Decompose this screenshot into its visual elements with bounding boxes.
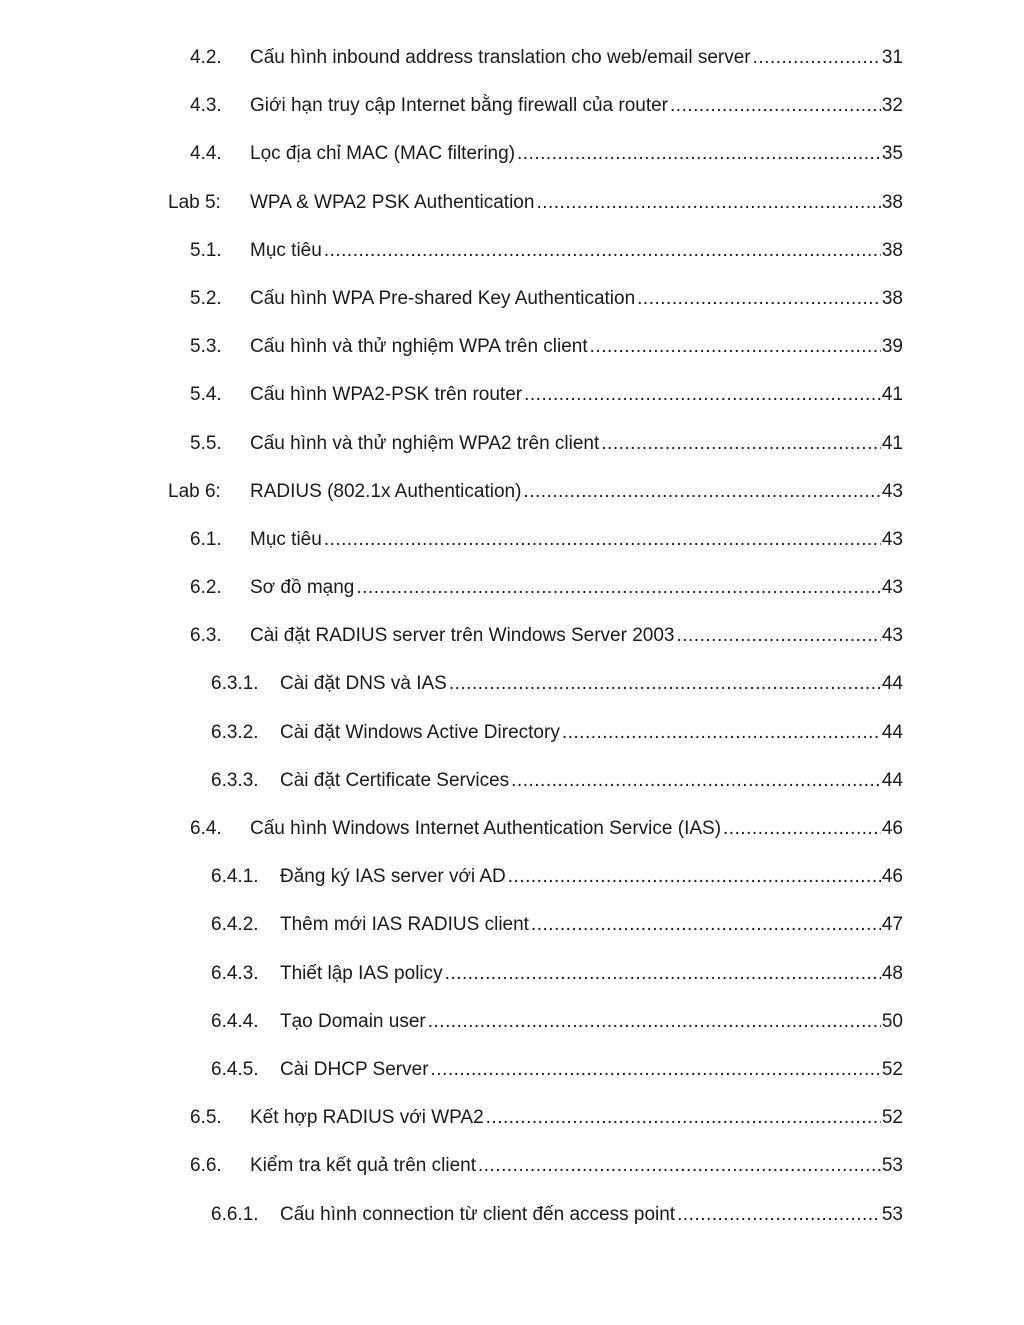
toc-entry[interactable] xyxy=(0,1142,1024,1190)
toc-entry[interactable] xyxy=(0,1191,1024,1239)
toc-entry-title: Cấu hình connection từ client đến access point xyxy=(280,1203,676,1225)
toc-entry-page: 44 xyxy=(881,769,903,791)
toc-entry[interactable] xyxy=(0,998,1024,1046)
toc-entry-line xyxy=(250,82,903,130)
toc-entry-number: 6.6. xyxy=(190,1155,222,1177)
toc-entry-number: 4.4. xyxy=(190,143,222,165)
toc-entry-number: 6.4.3. xyxy=(211,962,259,984)
toc-entry-number: 5.4. xyxy=(190,384,222,406)
dot-leader xyxy=(324,227,881,275)
dot-leader xyxy=(590,323,881,371)
toc-entry-title: Mục tiêu xyxy=(250,239,322,261)
toc-entry-page: 43 xyxy=(881,577,903,599)
toc-entry[interactable] xyxy=(0,853,1024,901)
dot-leader xyxy=(670,82,881,130)
toc-entry-title: Cài đặt DNS và IAS xyxy=(280,673,447,695)
toc-entry-page: 41 xyxy=(881,384,903,406)
toc-entry[interactable] xyxy=(0,82,1024,130)
dot-leader xyxy=(508,853,881,901)
toc-entry-page: 43 xyxy=(881,480,903,502)
dot-leader xyxy=(677,612,881,660)
toc-entry-title: Cài đặt RADIUS server trên Windows Server 2003 xyxy=(250,625,675,647)
toc-entry-page: 53 xyxy=(881,1155,903,1177)
toc-entry[interactable] xyxy=(0,34,1024,82)
dot-leader xyxy=(536,179,880,227)
toc-entry-title: Cấu hình inbound address translation cho web/email server xyxy=(250,47,751,68)
toc-entry-page: 44 xyxy=(881,721,903,743)
dot-leader xyxy=(431,1046,881,1094)
toc-entry-title: Lọc địa chỉ MAC (MAC filtering) xyxy=(250,143,516,165)
toc-entry[interactable] xyxy=(0,179,1024,227)
dot-leader xyxy=(356,564,881,612)
toc-entry[interactable] xyxy=(0,950,1024,998)
toc-entry-number: 6.1. xyxy=(190,528,222,550)
dot-leader xyxy=(517,130,881,178)
toc-entry-title: Tạo Domain user xyxy=(280,1010,426,1032)
toc-entry-number: 6.2. xyxy=(190,577,222,599)
toc-entry-page: 52 xyxy=(881,1058,903,1080)
toc-entry-number: 5.1. xyxy=(190,239,222,261)
toc-entry-number: 4.3. xyxy=(190,95,222,117)
dot-leader xyxy=(524,371,881,419)
dot-leader xyxy=(723,805,881,853)
toc-entry-page: 52 xyxy=(881,1107,903,1129)
toc-entry-page: 47 xyxy=(881,914,903,936)
toc-entry[interactable] xyxy=(0,709,1024,757)
toc-entry-line xyxy=(250,516,903,564)
toc-entry-title: Giới hạn truy cập Internet bằng firewall của router xyxy=(250,95,669,117)
toc-entry-title: Đăng ký IAS server với AD xyxy=(280,866,506,888)
dot-leader xyxy=(428,998,881,1046)
toc-entry[interactable] xyxy=(0,564,1024,612)
toc-entry-title: Kết hợp RADIUS với WPA2 xyxy=(250,1107,484,1129)
dot-leader xyxy=(677,1191,881,1239)
toc-entry-line xyxy=(250,34,903,82)
toc-entry-page: 46 xyxy=(881,866,903,888)
toc-entry-title: Cấu hình và thử nghiệm WPA trên client xyxy=(250,336,588,358)
dot-leader xyxy=(445,950,881,998)
toc-entry[interactable] xyxy=(0,757,1024,805)
toc-entry-line xyxy=(250,805,903,853)
toc-entry-title: Kiểm tra kết quả trên client xyxy=(250,1155,476,1177)
dot-leader xyxy=(753,34,881,82)
toc-entry-number: 4.2. xyxy=(190,47,222,68)
dot-leader xyxy=(601,420,881,468)
toc-entry-page: 38 xyxy=(881,287,903,309)
toc-entry-number: 6.6.1. xyxy=(211,1203,259,1225)
table-of-contents xyxy=(0,34,1024,1239)
toc-entry-number: Lab 5: xyxy=(168,191,221,213)
toc-entry[interactable] xyxy=(0,660,1024,708)
toc-entry-title: Thêm mới IAS RADIUS client xyxy=(280,914,529,936)
toc-entry[interactable] xyxy=(0,516,1024,564)
toc-entry-line xyxy=(280,1046,903,1094)
toc-entry-page: 48 xyxy=(881,962,903,984)
toc-entry[interactable] xyxy=(0,323,1024,371)
toc-entry-page: 32 xyxy=(881,95,903,117)
toc-entry-title: Mục tiêu xyxy=(250,528,322,550)
toc-entry-line xyxy=(280,709,903,757)
toc-entry-page: 44 xyxy=(881,673,903,695)
toc-entry-number: 6.4.1. xyxy=(211,866,259,888)
dot-leader xyxy=(637,275,881,323)
toc-entry-line xyxy=(280,901,903,949)
dot-leader xyxy=(531,901,881,949)
toc-entry-line xyxy=(250,564,903,612)
toc-entry-line xyxy=(280,660,903,708)
toc-entry-line xyxy=(280,1191,903,1239)
toc-entry-number: 6.3.1. xyxy=(211,673,259,695)
dot-leader xyxy=(478,1142,881,1190)
toc-entry[interactable] xyxy=(0,130,1024,178)
toc-entry[interactable] xyxy=(0,371,1024,419)
toc-entry-title: Cài đặt Windows Active Directory xyxy=(280,721,560,743)
toc-entry-page: 43 xyxy=(881,528,903,550)
toc-entry[interactable] xyxy=(0,420,1024,468)
toc-entry-page: 43 xyxy=(881,625,903,647)
toc-entry-line xyxy=(250,612,903,660)
toc-entry-number: 6.5. xyxy=(190,1107,222,1129)
toc-entry-number: 5.2. xyxy=(190,287,222,309)
toc-entry[interactable] xyxy=(0,805,1024,853)
toc-entry-line xyxy=(280,950,903,998)
toc-entry-number: 6.4.5. xyxy=(211,1058,259,1080)
toc-entry-page: 46 xyxy=(881,818,903,839)
toc-entry[interactable] xyxy=(0,612,1024,660)
toc-entry-number: Lab 6: xyxy=(168,480,221,502)
toc-entry-line xyxy=(250,130,903,178)
toc-entry-line xyxy=(250,371,903,419)
toc-entry-line xyxy=(250,323,903,371)
toc-entry-page: 38 xyxy=(881,239,903,261)
toc-entry-title: Thiết lập IAS policy xyxy=(280,962,443,984)
dot-leader xyxy=(449,660,881,708)
toc-entry-line xyxy=(250,1094,903,1142)
toc-entry-number: 6.4.4. xyxy=(211,1010,259,1032)
toc-entry-title: RADIUS (802.1x Authentication) xyxy=(250,480,522,502)
toc-entry-title: Sơ đồ mạng xyxy=(250,577,355,599)
toc-entry-number: 6.3.2. xyxy=(211,721,259,743)
toc-entry-page: 31 xyxy=(881,47,903,68)
toc-entry-line xyxy=(280,998,903,1046)
toc-entry[interactable] xyxy=(0,901,1024,949)
toc-entry-page: 35 xyxy=(881,143,903,165)
dot-leader xyxy=(523,468,880,516)
toc-entry[interactable] xyxy=(0,1046,1024,1094)
toc-entry-line xyxy=(250,179,903,227)
toc-entry-title: Cài đặt Certificate Services xyxy=(280,769,510,791)
toc-entry-number: 5.3. xyxy=(190,336,222,358)
toc-entry-title: Cấu hình WPA2-PSK trên router xyxy=(250,384,523,406)
toc-entry-page: 41 xyxy=(881,432,903,454)
toc-entry-title: WPA & WPA2 PSK Authentication xyxy=(250,191,535,213)
toc-entry-line xyxy=(250,275,903,323)
toc-entry[interactable] xyxy=(0,468,1024,516)
dot-leader xyxy=(324,516,881,564)
toc-entry-line xyxy=(280,853,903,901)
toc-entry-title: Cấu hình Windows Internet Authentication Service (IAS) xyxy=(250,818,722,839)
toc-entry-page: 39 xyxy=(881,336,903,358)
toc-entry[interactable] xyxy=(0,275,1024,323)
toc-entry-line xyxy=(250,420,903,468)
toc-entry-number: 6.4.2. xyxy=(211,914,259,936)
toc-entry-page: 50 xyxy=(881,1010,903,1032)
toc-entry-title: Cấu hình WPA Pre-shared Key Authentication xyxy=(250,287,636,309)
toc-entry-page: 38 xyxy=(881,191,903,213)
toc-entry-line xyxy=(250,1142,903,1190)
toc-entry-line xyxy=(250,468,903,516)
toc-entry-number: 6.3.3. xyxy=(211,769,259,791)
dot-leader xyxy=(486,1094,881,1142)
toc-entry-line xyxy=(250,227,903,275)
toc-entry-title: Cấu hình và thử nghiệm WPA2 trên client xyxy=(250,432,600,454)
toc-entry[interactable] xyxy=(0,1094,1024,1142)
toc-entry[interactable] xyxy=(0,227,1024,275)
dot-leader xyxy=(562,709,881,757)
toc-entry-title: Cài DHCP Server xyxy=(280,1058,429,1080)
toc-entry-line xyxy=(280,757,903,805)
toc-entry-page: 53 xyxy=(881,1203,903,1225)
toc-entry-number: 5.5. xyxy=(190,432,222,454)
dot-leader xyxy=(511,757,881,805)
toc-entry-number: 6.3. xyxy=(190,625,222,647)
toc-entry-number: 6.4. xyxy=(190,818,222,839)
